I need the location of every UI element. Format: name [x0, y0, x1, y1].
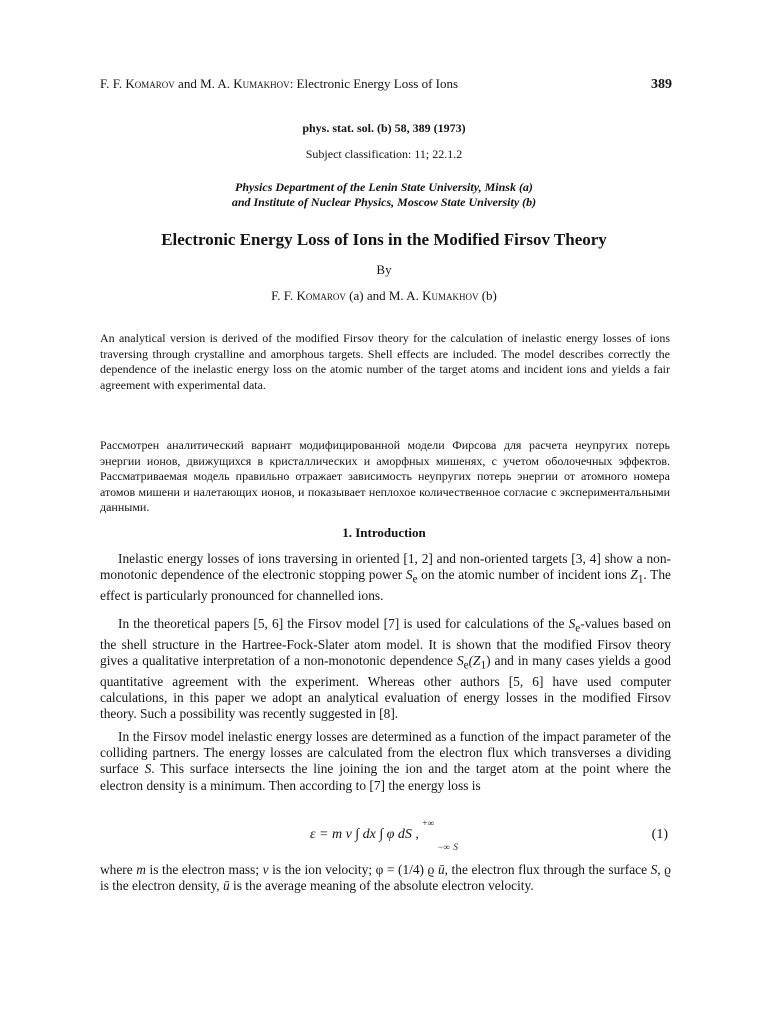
equation-body: ε = m v ∫ dx ∫ φ dS , +∞ $_{-\infty}$ $_S$ — [310, 818, 458, 852]
upper-limit: +∞ — [422, 818, 434, 828]
affiliation-line-2: and Institute of Nuclear Physics, Moscow State University (b) — [231, 195, 537, 209]
running-head-text: F. F. Komarov and M. A. Kumakhov: Electronic Energy Loss of Ions — [100, 76, 459, 91]
equation-1 — [100, 815, 672, 857]
section-heading: 1. Introduction — [342, 525, 426, 540]
paragraph-2: In the theoretical papers [5, 6] the Firsov model [7] is used for calculations of the $S_e$-values based on the shell structure in the Hartree-Fock-Slater atom model. It is shown that the modified Firsov theory gives a qualitative interpretation of a non-monotonic dependence $S_e(Z_1)$ and in many cases yields a good quantitative agreement with the experiment. Whereas other authors [5, 6] have used computer calculations, in this paper we adopt an analytical evaluation of energy losses in the modified Firsov theory. Such a possibility was recently suggested in [8]. — [100, 616, 671, 722]
paragraph-4: where m is the electron mass; v is the ion velocity; φ = (1/4) ϱ ū, the electron flux through the surface S, ϱ is the electron density, ū is the average meaning of the absolute electron velocity. — [100, 862, 671, 894]
abstract-russian: Рассмотрен аналитический вариант модифицированной модели Фирсова для расчета неупругих потерь энергии ионов, движущихся в кристаллических и аморфных мишенях, с учетом оболочечных эффектов. Рассматриваемая модель правильно отражает зависимость неупругих потерь энергии от атомного номера атомов мишени и налетающих ионов, и показывает неплохое количественное согласие с экспериментальными данными. — [100, 438, 670, 515]
surface-limit: S — [453, 842, 458, 852]
affiliation-line-1: Physics Department of the Lenin State University, Minsk (a) — [235, 180, 533, 194]
abstract-english: An analytical version is derived of the modified Firsov theory for the calculation of inelastic energy losses of ions traversing through crystalline and amorphous targets. Shell effects are included. The model describes correctly the dependence of the inelastic energy loss on the atomic number of the target atoms and incident ions and yields a fair agreement with experimental data. — [100, 331, 670, 392]
paragraph-3: In the Firsov model inelastic energy losses are determined as a function of the impact parameter of the colliding partners. The energy losses are calculated from the electron flux which transverses a dividing surface S. This surface intersects the line joining the ion and the target atom at the point where the electron density is a minimum. Then according to [7] the energy loss is — [100, 729, 671, 793]
affiliation — [60, 180, 708, 210]
running-head — [100, 76, 672, 93]
paper-title: Electronic Energy Loss of Ions in the Modified Firsov Theory — [161, 230, 607, 249]
subject-classification: Subject classification: 11; 22.1.2 — [305, 147, 463, 161]
journal-reference: phys. stat. sol. (b) 58, 389 (1973) — [302, 121, 466, 135]
paragraph-1: Inelastic energy losses of ions traversing in oriented [1, 2] and non-oriented targets [3, 4] show a non-monotonic dependence of the electronic stopping power $S_e$ on the atomic number of incident ions $Z_1$. The effect is particularly pronounced for channelled ions. — [100, 551, 671, 604]
by-line: By — [376, 262, 392, 277]
equation-number: (1) — [651, 827, 668, 842]
lower-limit: −∞ — [437, 842, 450, 852]
author-list: F. F. Komarov (a) and M. A. Kumakhov (b) — [271, 288, 497, 303]
page-number: 389 — [651, 77, 672, 92]
